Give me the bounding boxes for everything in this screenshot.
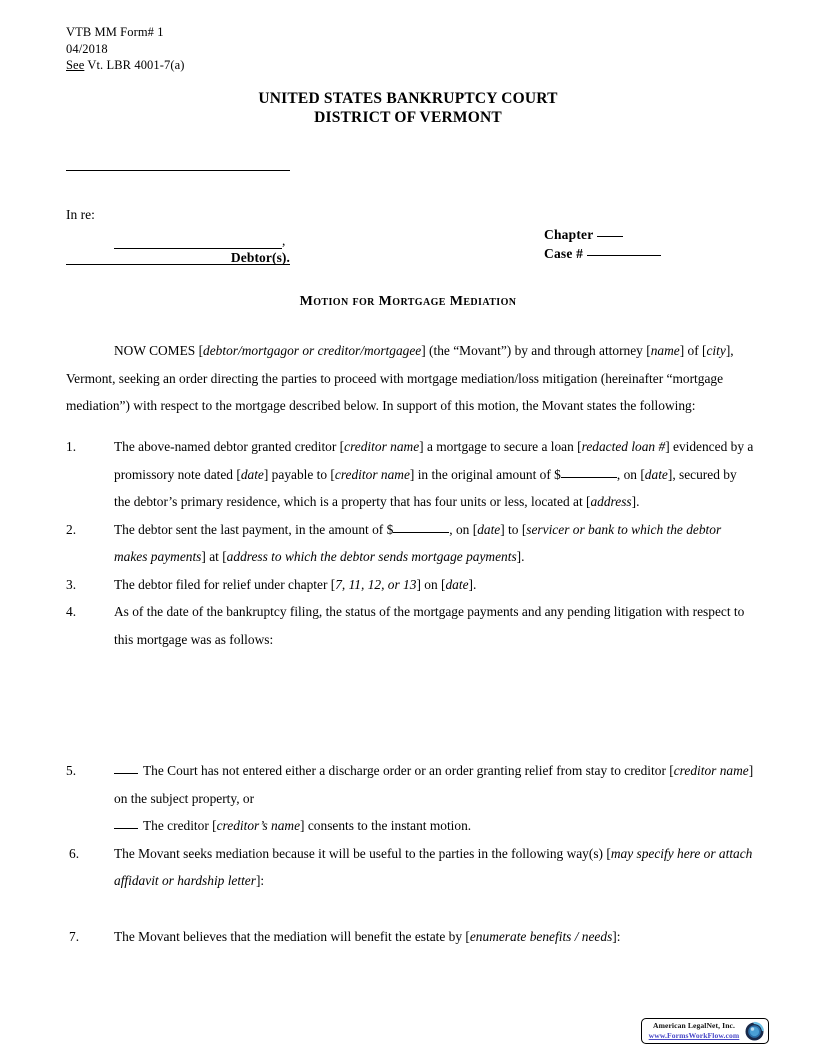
- numbered-item: [66, 598, 756, 653]
- intro-paragraph: NOW COMES [debtor/mortgagor or creditor/mortgagee] (the “Movant”) by and through attorney [name] of [city], Vermont, seeking an order directing the parties to proceed with mortgage mediation/loss mitigation (hereinafter “mortgage mediation”) with respect to the mortgage described below. In support of this motion, the Movant states the following:: [66, 343, 734, 414]
- placeholder-text: date: [445, 576, 469, 592]
- item-number: 2.: [66, 521, 77, 537]
- item-text: The debtor filed for relief under chapter [7, 11, 12, or 13] on [date].: [114, 576, 477, 592]
- case-info: [544, 225, 661, 263]
- mediation-reason-write-in-area[interactable]: [66, 895, 756, 923]
- numbered-item: [66, 433, 756, 516]
- form-rule-reference: [66, 57, 185, 74]
- case-number-blank[interactable]: [587, 255, 661, 256]
- checkbox-blank[interactable]: [114, 773, 138, 774]
- rule-citation: Vt. LBR 4001-7(a): [84, 58, 185, 72]
- placeholder-text: 7, 11, 12, or 13: [335, 576, 417, 592]
- debtor-comma: ,: [282, 233, 286, 248]
- item-number: 3.: [66, 576, 77, 592]
- form-header: [66, 24, 185, 74]
- placeholder-text: city: [706, 343, 726, 359]
- numbered-item: [66, 923, 756, 951]
- item-text: The Court has not entered either a discharge order or an order granting relief from stay to creditor [creditor name] on the subject property, or: [114, 763, 754, 806]
- footer-badge[interactable]: [641, 1018, 769, 1044]
- numbered-item: [66, 516, 756, 571]
- court-name: UNITED STATES BANKRUPTCY COURT: [258, 90, 558, 107]
- item-number: 5.: [66, 763, 77, 779]
- placeholder-text: address: [590, 494, 632, 510]
- placeholder-text: creditor’s name: [216, 818, 301, 834]
- numbered-item: [66, 840, 756, 895]
- placeholder-text: may specify here or attach affidavit or hardship letter: [114, 845, 753, 889]
- fill-in-blank[interactable]: [561, 477, 617, 478]
- placeholder-text: date: [240, 466, 264, 482]
- chapter-label: Chapter: [544, 227, 594, 242]
- placeholder-text: name: [650, 343, 680, 359]
- item-subline: The creditor [creditor’s name] consents to the instant motion.: [66, 812, 756, 840]
- badge-company: American LegalNet, Inc.: [652, 1021, 735, 1030]
- item-number: 6.: [69, 845, 80, 861]
- placeholder-text: creditor name: [334, 466, 410, 482]
- item-text: The Movant believes that the mediation will benefit the estate by [enumerate benefits / needs]:: [114, 928, 621, 944]
- checkbox-blank[interactable]: [114, 828, 138, 829]
- case-caption: [66, 170, 750, 265]
- placeholder-text: creditor name: [673, 763, 749, 779]
- placeholder-text: debtor/mortgagor or creditor/mortgagee: [203, 343, 422, 359]
- in-re-label: In re:: [66, 207, 95, 222]
- fill-in-blank[interactable]: [393, 532, 449, 533]
- item-text: The above-named debtor granted creditor [creditor name] a mortgage to secure a loan [redacted loan #] evidenced by a promissory note dated [date] payable to [creditor name] in the original amount of $ , on [date], secured by the debtor’s primary residence, which is a property that has four units or less, located at [address].: [114, 439, 754, 510]
- numbered-items: [66, 433, 756, 950]
- court-district: DISTRICT OF VERMONT: [314, 108, 502, 126]
- numbered-item: [66, 757, 756, 812]
- debtor-label: Debtor(s).: [230, 250, 290, 265]
- numbered-item: [66, 571, 756, 599]
- item-text: The Movant seeks mediation because it will be useful to the parties in the following way(s) [may specify here or attach affidavit or hardship letter]:: [114, 845, 753, 889]
- document-body: [66, 324, 756, 950]
- court-title: [0, 90, 816, 127]
- badge-text: [647, 1021, 741, 1041]
- status-write-in-area[interactable]: [66, 653, 756, 757]
- case-number-row: [544, 244, 661, 263]
- item-text: As of the date of the bankruptcy filing, the status of the mortgage payments and any pending litigation with respect to this mortgage was as follows:: [114, 604, 745, 647]
- item-number: 7.: [69, 928, 80, 944]
- placeholder-text: enumerate benefits / needs: [469, 928, 613, 944]
- item-text: The debtor sent the last payment, in the amount of $ , on [date] to [servicer or bank to which the debtor makes payments] at [address to which the debtor sends mortgage payments].: [114, 521, 722, 565]
- placeholder-text: creditor name: [344, 439, 420, 455]
- placeholder-text: address to which the debtor sends mortgage payments: [226, 549, 517, 565]
- debtor-name-field: [114, 231, 290, 266]
- debtor-name-blank[interactable]: [114, 232, 282, 249]
- case-number-label: Case #: [544, 246, 584, 261]
- form-number: VTB MM Form# 1: [66, 25, 164, 39]
- globe-icon: [744, 1021, 765, 1042]
- chapter-row: [544, 225, 661, 244]
- chapter-blank[interactable]: [597, 236, 623, 237]
- placeholder-text: date: [644, 466, 668, 482]
- item-number: 1.: [66, 439, 77, 455]
- motion-title: Motion for Mortgage Mediation: [299, 294, 517, 309]
- placeholder-text: redacted loan #: [581, 439, 666, 455]
- see-underline: See: [66, 58, 85, 72]
- badge-website[interactable]: www.FormsWorkFlow.com: [648, 1031, 740, 1040]
- form-date: 04/2018: [66, 41, 108, 56]
- item-number: 4.: [66, 604, 77, 620]
- placeholder-text: date: [477, 521, 501, 537]
- placeholder-text: servicer or bank to which the debtor makes payments: [114, 521, 722, 565]
- caption-bottom-rule: [66, 264, 290, 265]
